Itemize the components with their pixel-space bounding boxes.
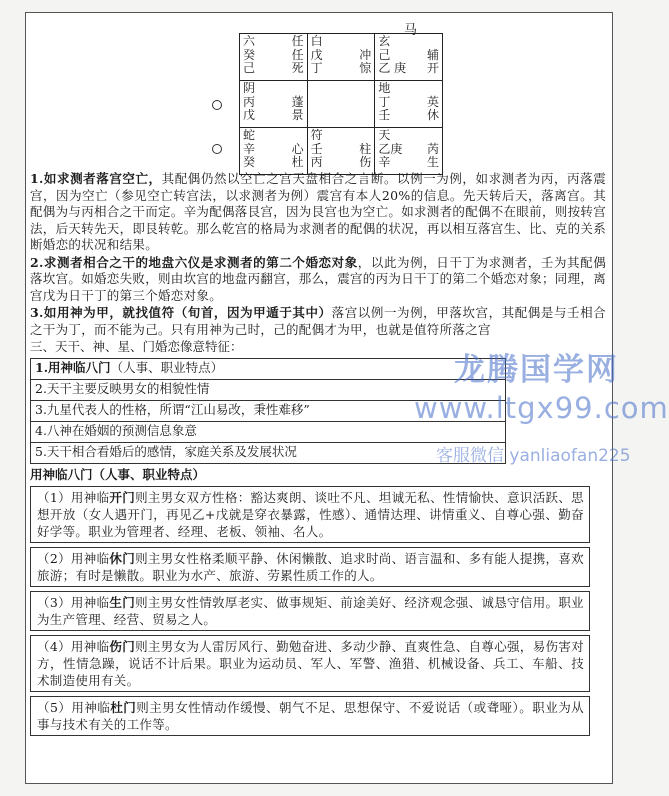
paragraph-2: 2.求测者相合之干的地盘六仪是求测者的第二个婚恋对象，以此为例，日干丁为求测者，壬为其配偶落坎宫。如婚恋失败，则由坎宫的地盘丙翻宫，那么，震宫的丙为日干丁的第二个婚恋对象；同理，离宫戊为日干丁的第三个婚恋对象。 bbox=[30, 254, 607, 303]
section-title: 三、天干、神、星、门婚恋像意特征： bbox=[30, 339, 243, 354]
palace-cell: 天 乙庚 芮 辛 生 bbox=[375, 128, 443, 175]
door-box: （5）用神临杜门则主男女性情动作缓慢、朝气不足、思想保守、不爱说话（或聋哑）。职业为从事与技术有关的工作等。 bbox=[30, 696, 590, 736]
palace-cell: 白 戊 冲 丁 惊 bbox=[307, 34, 375, 81]
subsection-title: 用神临八门（人事、职业特点） bbox=[30, 466, 206, 482]
palace-cell: 阴 丙 蓬 戊 景 bbox=[240, 81, 308, 128]
watermark-url: www.ltgx99.com bbox=[414, 391, 669, 425]
door-box: （1）用神临开门则主男女双方性格：豁达爽朗、谈吐不凡、坦诚无私、性情愉快、意识活跃、思想开放（女人遇开门，再见乙+戊就是穿衣暴露，性感）、通情达理、讲情重义、自尊心强、勤奋好学等。职业为管理者、经理、老板、领袖、名人。 bbox=[30, 486, 590, 543]
palace-cell: 六 任 癸 任 己 死 bbox=[240, 34, 308, 81]
palace-cell: 符 壬 柱 丙 伤 bbox=[307, 128, 375, 175]
features-table bbox=[30, 358, 506, 464]
palace-grid bbox=[239, 33, 443, 175]
palace-cell: 蛇 辛 心 癸 杜 bbox=[240, 128, 308, 175]
palace-cell-center bbox=[307, 81, 375, 128]
palace-cell: 地 丁 英 壬 休 bbox=[375, 81, 443, 128]
door-box: （2）用神临休门则主男女性格柔顺平静、休闲懒散、追求时尚、语言温和、多有能人提携，喜欢旅游；有时是懒散。职业为水产、旅游、劳累性质工作的人。 bbox=[30, 547, 590, 587]
document-page bbox=[25, 12, 669, 784]
table-row: 2.天干主要反映男女的相貌性情 bbox=[31, 379, 506, 400]
palace-cell: 玄 己 辅 乙 庚 开 bbox=[375, 34, 443, 81]
door-box: （3）用神临生门则主男女性情敦厚老实、做事规矩、前途美好、经济观念强、诚恳守信用。职业为生产管理、经营、贸易之人。 bbox=[30, 591, 590, 631]
empty-marker-circle-icon bbox=[212, 100, 222, 110]
main-text bbox=[30, 171, 606, 740]
empty-marker-circle-icon bbox=[212, 144, 222, 154]
paragraph-3: 3.如用神为甲，就找值符（旬首，因为甲遁于其中）落宫以例一为例，甲落坎宫，其配偶是与壬相合之干为丁，而不能为己。只有用神为己时，己的配偶才为甲，也就是值符所落之宫 bbox=[30, 305, 606, 337]
table-row: 1.用神临八门（人事、职业特点） bbox=[31, 358, 506, 379]
table-row: 4.八神在婚姻的预测信息象意 bbox=[31, 421, 506, 442]
table-row: 5.天干相合看婚后的感情，家庭关系及发展状况 bbox=[31, 442, 506, 463]
watermark-contact: 客服微信 yanliaofan225 bbox=[436, 446, 631, 466]
paragraph-1: 1.如求测者落宫空亡，其配偶仍然以空亡之宫天盘相合之言断。以例一为例，如求测者为丙，丙落震宫，因为空亡（参见空亡转宫法，以求测者为例）震宫有本人20%的信息。先天转后天，落离宫。其配偶为与丙相合之干而定。辛为配偶落艮宫，因为艮宫也为空亡。如求测者的配偶不在眼前，则按转宫法，后天转先天，即艮转乾。那么乾宫的格局为求测者的配偶的状况，再以相互落宫生、比、克的关系断婚恋的状况和结果。 bbox=[30, 171, 607, 252]
table-row: 3.九星代表人的性格，所谓“江山易改，秉性难移” bbox=[31, 400, 506, 421]
door-box: （4）用神临伤门则主男女为人雷厉风行、勤勉奋进、多动少静、直爽性急、自尊心强，易伤害对方，性情急躁，说话不计后果。职业为运动员、军人、军警、渔猎、机械设备、兵工、车船、技术制造使用有关。 bbox=[30, 635, 590, 692]
top-mark: 马 bbox=[404, 23, 418, 38]
watermark-brand: 龙腾国学网 bbox=[454, 352, 619, 388]
